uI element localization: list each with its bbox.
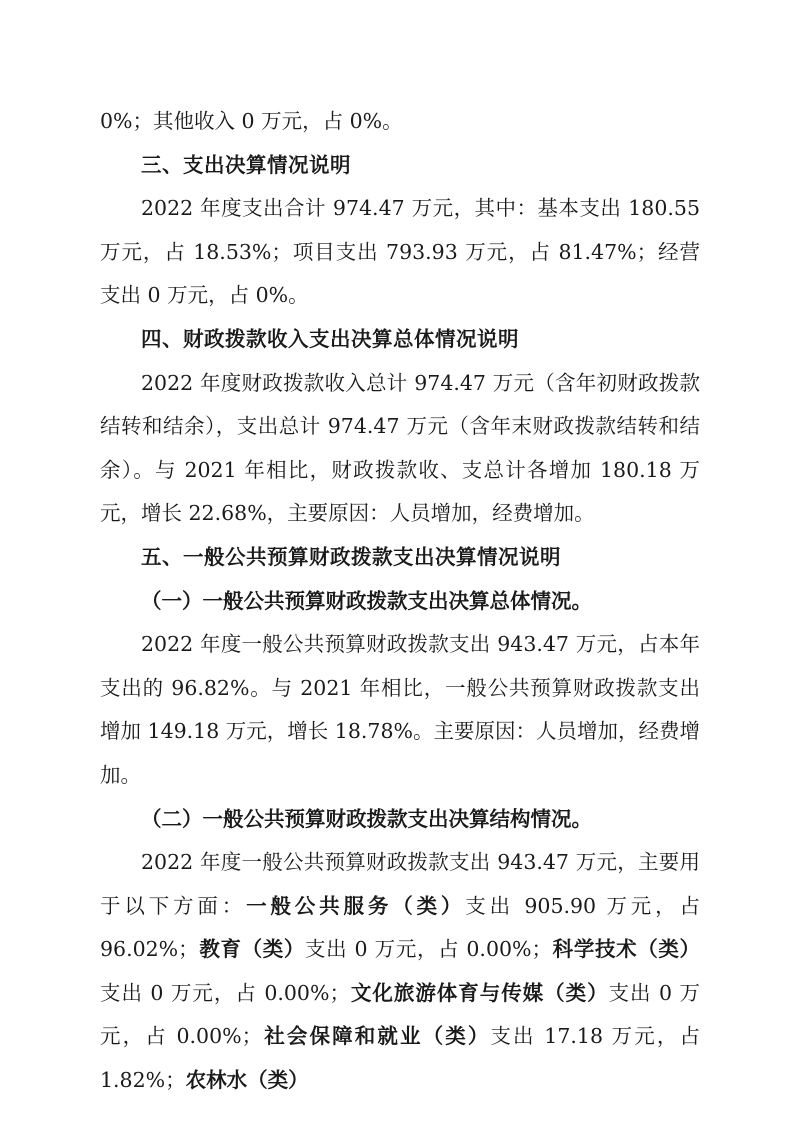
category-detail: 支出 0 万元，占 0.00%； (100, 980, 701, 1049)
paragraph: 2022 年度财政拨款收入总计 974.47 万元（含年初财政拨款结转和结余），支出总计 974.47 万元（含年末财政拨款结转和结余）。与 2021 年相比，财政拨款收、支总计各增加 180.18 万元，增长 22.68%，主要原因：人员增加，经费增加。 (100, 370, 700, 526)
section-heading: 四、财政拨款收入支出决算总体情况说明 (141, 326, 519, 351)
structure-paragraph (100, 841, 700, 1103)
category-detail: 支出 905.90 万元，占 96.02%； (100, 893, 701, 962)
category-detail: 支出 17.18 万元，占 1.82%； (100, 1024, 700, 1093)
category-label: 科学技术（类） (552, 937, 701, 962)
category-label: 教育（类） (198, 937, 306, 962)
paragraph: 2022 年度一般公共预算财政拨款支出 943.47 万元，占本年支出的 96.82%。与 2021 年相比，一般公共预算财政拨款支出增加 149.18 万元，增长 18.78%。主要原因：人员增加，经费增加。 (100, 632, 700, 787)
paragraph: 0%；其他收入 0 万元，占 0%。 (100, 109, 403, 133)
category-label: 社会保障和就业（类） (262, 1024, 491, 1049)
category-detail: 支出 0 万元，占 0.00%； (305, 937, 553, 962)
structure-intro: 2022 年度一般公共预算财政拨款支出 943.47 万元，主要用于以下方面： (100, 850, 700, 918)
paragraph: 2022 年度支出合计 974.47 万元，其中：基本支出 180.55 万元，占 18.53%；项目支出 793.93 万元，占 81.47%；经营支出 0 万元，占 0%。 (100, 196, 700, 308)
category-detail: 支出 0 万元，占 0.00%； (100, 980, 350, 1005)
subsection-heading: （一）一般公共预算财政拨款支出决算总体情况。 (141, 588, 592, 613)
category-label: 文化旅游体育与传媒（类） (349, 980, 609, 1005)
category-label: 农林水（类） (185, 1068, 309, 1093)
category-label: 一般公共服务（类） (246, 893, 466, 918)
section-heading: 三、支出决算情况说明 (141, 152, 351, 177)
section-heading: 五、一般公共预算财政拨款支出决算情况说明 (141, 544, 561, 569)
body-text (100, 100, 700, 1103)
subsection-heading: （二）一般公共预算财政拨款支出决算结构情况。 (141, 806, 592, 831)
